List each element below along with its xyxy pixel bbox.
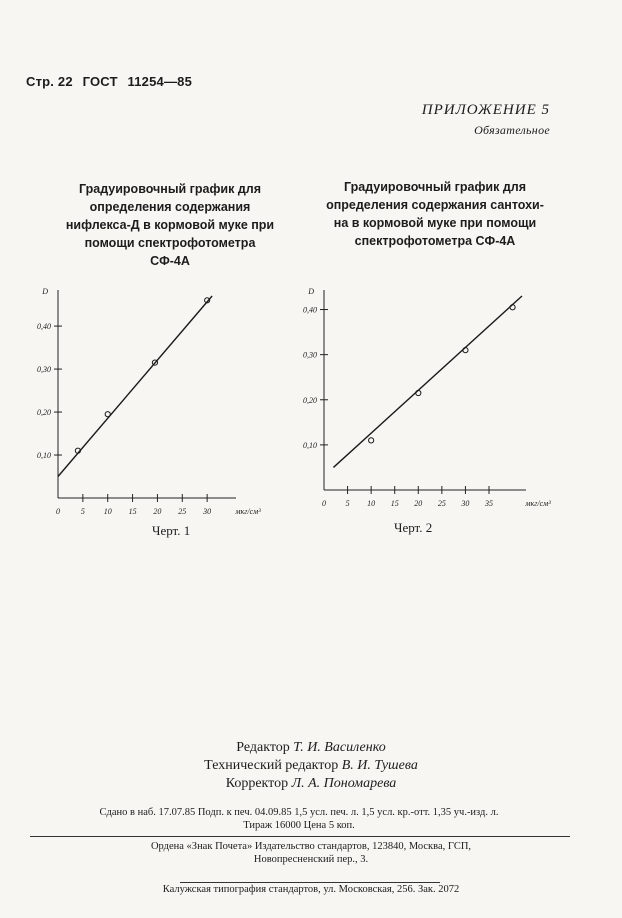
y-tick-label: 0,10: [303, 440, 317, 450]
y-tick-label: 0,40: [37, 322, 51, 332]
editor-name: Т. И. Василенко: [293, 740, 386, 755]
x-tick-label: 25: [178, 507, 187, 516]
publisher-info: [0, 840, 622, 866]
credit-tech-editor: [0, 757, 622, 775]
page-header: [26, 74, 198, 89]
y-tick-label: 0,30: [303, 350, 317, 360]
figure2-title: [300, 178, 570, 250]
y-tick-label: 0,40: [303, 305, 317, 315]
chart-2: [300, 278, 560, 518]
appendix-heading: [422, 102, 550, 138]
data-point: [105, 412, 110, 417]
figure1-title-line: Градуировочный график для: [79, 182, 261, 196]
publisher-line: Новопресненский пер., 3.: [253, 854, 369, 865]
divider: [180, 882, 440, 883]
publisher-line: Ордена «Знак Почета» Издательство стандартов, 123840, Москва, ГСП,: [150, 841, 472, 852]
standard-label: ГОСТ: [82, 74, 118, 89]
figure1-title-line: СФ-4А: [150, 254, 190, 268]
corrector-name: Л. А. Пономарева: [291, 776, 397, 791]
x-axis-label: мкг/см³: [235, 507, 261, 516]
y-axis-label: D: [308, 287, 314, 296]
divider: [30, 836, 570, 837]
x-tick-label: 0: [56, 507, 60, 516]
figure2-title-line: определения содержания сантохи-: [326, 198, 544, 212]
x-tick-label: 10: [367, 499, 376, 508]
x-tick-label: 30: [203, 507, 212, 516]
x-tick-label: 15: [128, 507, 137, 516]
x-axis-label: мкг/см³: [525, 499, 551, 508]
x-tick-label: 25: [437, 499, 446, 508]
page-number: Стр. 22: [26, 74, 73, 89]
figure1-caption: Черт. 1: [152, 523, 191, 538]
chart-1: [20, 278, 270, 523]
x-tick-label: 30: [461, 499, 470, 508]
print-info-line: Сдано в наб. 17.07.85 Подп. к печ. 04.09.85 1,5 усл. печ. л. 1,5 усл. кр.-отт. 1,35 уч.-изд. л.: [99, 807, 499, 818]
y-tick-label: 0,20: [37, 408, 51, 418]
calibration-line: [333, 296, 522, 467]
x-tick-label: 20: [414, 499, 423, 508]
credit-editor: [0, 739, 622, 757]
figure1-title: [40, 180, 300, 270]
appendix-status: Обязательное: [474, 123, 550, 137]
y-axis-label: D: [42, 287, 48, 296]
x-tick-label: 5: [80, 507, 85, 516]
standard-number: 11254—85: [127, 74, 193, 89]
y-tick-label: 0,20: [303, 395, 317, 405]
x-tick-label: 35: [485, 499, 493, 508]
calibration-line: [58, 296, 212, 477]
x-tick-label: 15: [390, 499, 399, 508]
figure2-title-line: Градуировочный график для: [344, 180, 526, 194]
print-info-line: Тираж 16000 Цена 5 коп.: [243, 820, 355, 831]
editor-label: Редактор: [236, 740, 290, 755]
x-tick-label: 10: [103, 507, 112, 516]
figure2-title-line: спектрофотометра СФ-4А: [354, 234, 516, 248]
x-tick-label: 20: [153, 507, 162, 516]
print-info: [34, 806, 564, 832]
y-tick-label: 0,10: [37, 451, 51, 461]
y-tick-label: 0,30: [37, 365, 51, 375]
tech-editor-label: Технический редактор: [204, 758, 339, 773]
figure1-title-line: помощи спектрофотометра: [84, 236, 256, 250]
figure2-title-line: на в кормовой муке при помощи: [333, 216, 537, 230]
figure2-caption: Черт. 2: [394, 520, 433, 535]
x-tick-label: 0: [322, 499, 326, 508]
figure1-title-line: нифлекса-Д в кормовой муке при: [65, 218, 275, 232]
data-point: [369, 438, 374, 443]
credit-corrector: [0, 775, 622, 793]
tech-editor-name: В. И. Тушева: [341, 758, 418, 773]
x-tick-label: 5: [345, 499, 350, 508]
appendix-title: ПРИЛОЖЕНИЕ 5: [421, 102, 550, 118]
figure1-title-line: определения содержания: [89, 200, 251, 214]
corrector-label: Корректор: [225, 776, 289, 791]
printing-house: Калужская типография стандартов, ул. Московская, 256. Зак. 2072: [162, 884, 460, 895]
